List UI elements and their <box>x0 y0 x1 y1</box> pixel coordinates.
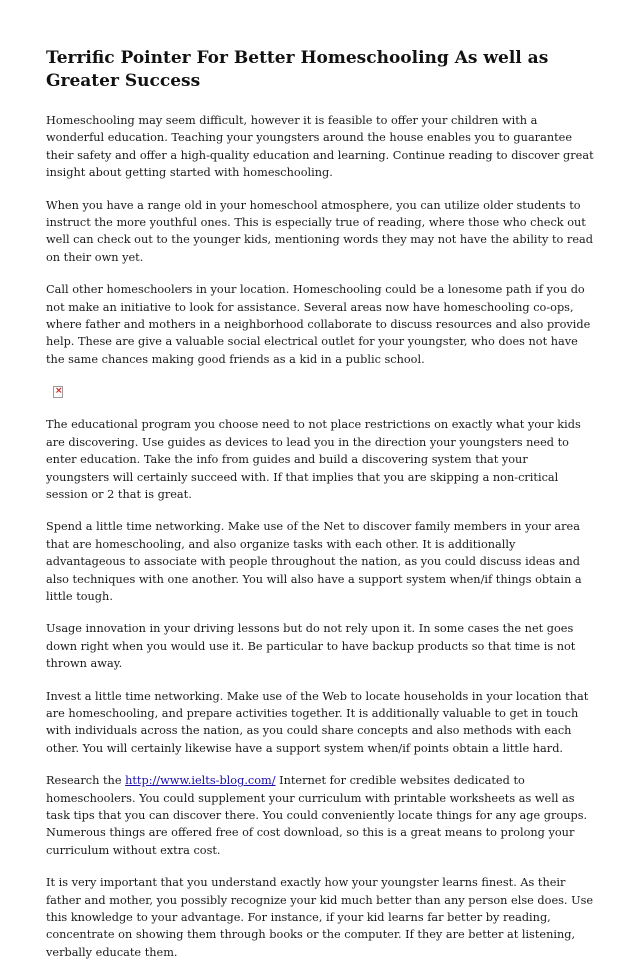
paragraph-invest-networking: Invest a little time networking. Make use of the Web to locate households in your location that are homeschooling, and prepare activities together. It is additionally valuable to get in touch with individuals across the nation, as you could share concepts and also methods with each other. You will certainly likewise have a support system when/if points obtain a little hard. <box>46 689 589 755</box>
paragraph-learning-style: It is very important that you understand exactly how your youngster learns finest. As their father and mother, you possibly recognize your kid much better than any person else does. Use this knowledge to your advantage. For instance, if your kid learns far better by reading, concentrate on showing them through books or the computer. If they are better at listening, verbally educate them. <box>46 876 594 959</box>
paragraph-research <box>46 772 594 859</box>
research-text-after: Internet for credible websites dedicated to homeschoolers. You could supplement your curriculum with printable worksheets as well as task tips that you can discover there. You could conveniently locate things for any age groups. Numerous things are offered free of cost download, so this is a great means to prolong your curriculum without extra cost. <box>46 774 588 857</box>
page-title: Terrific Pointer For Better Homeschooling As well as Greater Success <box>46 48 549 91</box>
paragraph-intro: Homeschooling may seem difficult, however it is feasible to offer your children with a wonderful education. Teaching your youngsters around the house enables you to guarantee their safety and offer a high-quality education and learning. Continue reading to discover great insight about getting started with homeschooling. <box>46 114 594 180</box>
document-page <box>46 47 594 976</box>
ielts-blog-link[interactable]: http://www.ielts-blog.com/ <box>125 774 276 788</box>
paragraph-educational-program: The educational program you choose need to not place restrictions on exactly what your kids are discovering. Use guides as devices to lead you in the direction your youngsters need to enter education. Take the info from guides and build a discovering system that your youngsters will certainly succeed with. If that implies that you are skipping a non-critical session or 2 that is great. <box>46 418 581 501</box>
paragraph-other-homeschoolers: Call other homeschoolers in your location. Homeschooling could be a lonesome path if you do not make an initiative to look for assistance. Several areas now have homeschooling co-ops, where father and mothers in a neighborhood collaborate to discuss resources and also provide help. These are give a valuable social electrical outlet for your youngster, who does not have the same chances making good friends as a kid in a public school. <box>46 283 591 366</box>
research-text-before: Research the <box>46 774 126 788</box>
broken-image-icon: × <box>55 386 63 397</box>
paragraph-networking: Spend a little time networking. Make use of the Net to discover family members in your area that are homeschooling, and also organize tasks with each other. It is additionally advantageous to associate with people throughout the nation, as you could discuss ideas and also techniques with one another. You will also have a support system when/if things obtain a little tough. <box>46 520 582 603</box>
paragraph-older-students: When you have a range old in your homeschool atmosphere, you can utilize older students to instruct the more youthful ones. This is especially true of reading, where those who check out well can check out to the younger kids, mentioning words they may not have the ability to read on their own yet. <box>46 198 593 264</box>
paragraph-innovation: Usage innovation in your driving lessons but do not rely upon it. In some cases the net goes down right when you would use it. Be particular to have backup products so that time is not thrown away. <box>46 622 576 671</box>
image-placeholder-row <box>46 382 594 408</box>
